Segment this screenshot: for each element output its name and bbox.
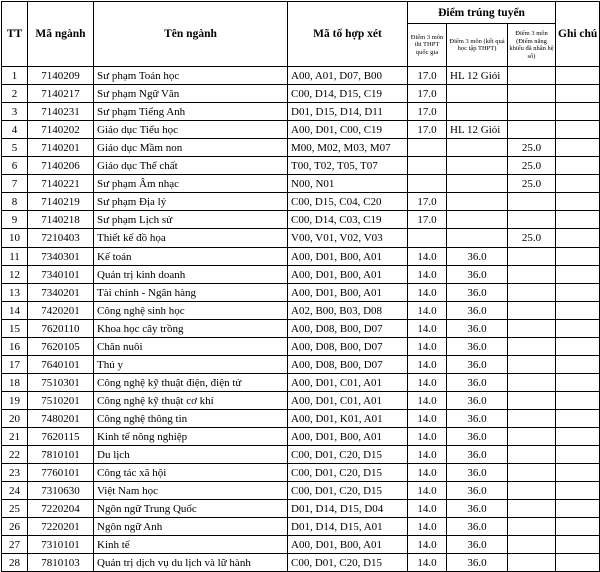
table-row xyxy=(2,229,600,248)
cell-ten-nganh: Khoa học cây trồng xyxy=(94,320,288,338)
cell-diem-thpt: 14.0 xyxy=(408,446,447,464)
cell-diem-hoc-ba: 36.0 xyxy=(447,374,508,392)
header-diem-thpt: Điểm 3 môn thi THPT quốc gia xyxy=(408,24,447,67)
cell-ghi-chu xyxy=(556,229,600,248)
cell-ma-nganh: 7310630 xyxy=(28,482,94,500)
cell-ma-nganh: 7140218 xyxy=(28,211,94,229)
cell-ma-nganh: 7140201 xyxy=(28,139,94,157)
cell-diem-nang-khieu: 25.0 xyxy=(508,157,556,175)
cell-to-hop: D01, D14, D15, D04 xyxy=(288,500,408,518)
cell-ma-nganh: 7340301 xyxy=(28,248,94,266)
cell-ten-nganh: Thiết kế đồ họa xyxy=(94,229,288,248)
header-ghi-chu: Ghi chú xyxy=(556,2,600,67)
cell-ghi-chu xyxy=(556,392,600,410)
cell-ma-nganh: 7140209 xyxy=(28,67,94,85)
cell-to-hop: A00, D01, B00, A01 xyxy=(288,266,408,284)
cell-tt: 6 xyxy=(2,157,28,175)
cell-ten-nganh: Việt Nam học xyxy=(94,482,288,500)
cell-ma-nganh: 7310101 xyxy=(28,536,94,554)
cell-diem-hoc-ba xyxy=(447,85,508,103)
cell-diem-hoc-ba: 36.0 xyxy=(447,248,508,266)
header-diem-trung-tuyen: Điểm trúng tuyển xyxy=(408,2,556,24)
cell-ten-nganh: Ngôn ngữ Anh xyxy=(94,518,288,536)
cell-tt: 21 xyxy=(2,428,28,446)
cell-diem-thpt: 17.0 xyxy=(408,85,447,103)
cell-tt: 4 xyxy=(2,121,28,139)
cell-diem-nang-khieu xyxy=(508,338,556,356)
cell-diem-nang-khieu xyxy=(508,482,556,500)
cell-ghi-chu xyxy=(556,464,600,482)
cell-ghi-chu xyxy=(556,248,600,266)
cell-ghi-chu xyxy=(556,320,600,338)
cell-ten-nganh: Công nghệ kỹ thuật điện, điện tử xyxy=(94,374,288,392)
cell-ma-nganh: 7420201 xyxy=(28,302,94,320)
cell-ten-nganh: Công nghệ sinh học xyxy=(94,302,288,320)
cell-to-hop: A00, D01, B00, A01 xyxy=(288,248,408,266)
cell-diem-thpt: 14.0 xyxy=(408,320,447,338)
cell-tt: 9 xyxy=(2,211,28,229)
table-row xyxy=(2,536,600,554)
cell-ghi-chu xyxy=(556,374,600,392)
cell-ma-nganh: 7220204 xyxy=(28,500,94,518)
table-row xyxy=(2,554,600,572)
cell-diem-hoc-ba: 36.0 xyxy=(447,266,508,284)
cell-diem-nang-khieu xyxy=(508,284,556,302)
cell-diem-hoc-ba: HL 12 Giỏi xyxy=(447,67,508,85)
cell-ten-nganh: Thú y xyxy=(94,356,288,374)
header-to-hop: Mã tổ hợp xét xyxy=(288,2,408,67)
table-row xyxy=(2,248,600,266)
cell-diem-thpt: 17.0 xyxy=(408,193,447,211)
cell-diem-nang-khieu xyxy=(508,193,556,211)
cell-diem-thpt: 17.0 xyxy=(408,121,447,139)
cell-diem-thpt: 17.0 xyxy=(408,103,447,121)
cell-ten-nganh: Du lịch xyxy=(94,446,288,464)
cell-diem-thpt: 14.0 xyxy=(408,464,447,482)
cell-tt: 1 xyxy=(2,67,28,85)
cell-diem-thpt: 14.0 xyxy=(408,266,447,284)
cell-tt: 12 xyxy=(2,266,28,284)
cell-tt: 24 xyxy=(2,482,28,500)
cell-diem-hoc-ba: HL 12 Giỏi xyxy=(447,121,508,139)
cell-ghi-chu xyxy=(556,500,600,518)
cell-diem-thpt: 14.0 xyxy=(408,374,447,392)
cell-ma-nganh: 7340201 xyxy=(28,284,94,302)
cell-tt: 8 xyxy=(2,193,28,211)
table-row xyxy=(2,464,600,482)
table-row xyxy=(2,392,600,410)
table-row xyxy=(2,374,600,392)
cell-ma-nganh: 7620110 xyxy=(28,320,94,338)
table-row xyxy=(2,103,600,121)
cell-tt: 25 xyxy=(2,500,28,518)
table-row xyxy=(2,500,600,518)
cell-diem-nang-khieu xyxy=(508,67,556,85)
cell-diem-hoc-ba: 36.0 xyxy=(447,302,508,320)
cell-diem-thpt: 14.0 xyxy=(408,248,447,266)
cell-to-hop: A00, D08, B00, D07 xyxy=(288,320,408,338)
cell-diem-nang-khieu: 25.0 xyxy=(508,139,556,157)
cell-ma-nganh: 7640101 xyxy=(28,356,94,374)
cell-ma-nganh: 7810103 xyxy=(28,554,94,572)
cell-diem-nang-khieu: 25.0 xyxy=(508,175,556,193)
cell-tt: 13 xyxy=(2,284,28,302)
table-row xyxy=(2,266,600,284)
cell-tt: 15 xyxy=(2,320,28,338)
table-row xyxy=(2,85,600,103)
cell-ten-nganh: Kế toán xyxy=(94,248,288,266)
cell-ma-nganh: 7510201 xyxy=(28,392,94,410)
cell-diem-thpt: 14.0 xyxy=(408,338,447,356)
cell-diem-nang-khieu xyxy=(508,302,556,320)
cell-diem-hoc-ba xyxy=(447,103,508,121)
table-row xyxy=(2,193,600,211)
cell-tt: 20 xyxy=(2,410,28,428)
cell-ma-nganh: 7620105 xyxy=(28,338,94,356)
table-row xyxy=(2,410,600,428)
cell-diem-hoc-ba: 36.0 xyxy=(447,446,508,464)
cell-to-hop: A02, B00, B03, D08 xyxy=(288,302,408,320)
header-diem-nang-khieu: Điểm 3 môn (Điểm năng khiếu đã nhân hệ số) xyxy=(508,24,556,67)
cell-diem-nang-khieu xyxy=(508,536,556,554)
cell-diem-thpt xyxy=(408,175,447,193)
cell-ten-nganh: Sư phạm Địa lý xyxy=(94,193,288,211)
cell-to-hop: A00, D01, B00, A01 xyxy=(288,536,408,554)
cell-ten-nganh: Sư phạm Ngữ Văn xyxy=(94,85,288,103)
cell-diem-thpt: 17.0 xyxy=(408,211,447,229)
cell-ma-nganh: 7480201 xyxy=(28,410,94,428)
cell-diem-hoc-ba xyxy=(447,211,508,229)
cell-diem-thpt: 14.0 xyxy=(408,284,447,302)
cell-ghi-chu xyxy=(556,103,600,121)
cell-diem-nang-khieu xyxy=(508,121,556,139)
cell-to-hop: A00, D01, C00, C19 xyxy=(288,121,408,139)
cell-ten-nganh: Kinh tế xyxy=(94,536,288,554)
cell-to-hop: A00, D01, K01, A01 xyxy=(288,410,408,428)
cell-tt: 10 xyxy=(2,229,28,248)
cell-ten-nganh: Sư phạm Toán học xyxy=(94,67,288,85)
cell-ma-nganh: 7810101 xyxy=(28,446,94,464)
cell-ten-nganh: Chăn nuôi xyxy=(94,338,288,356)
cell-to-hop: D01, D14, D15, A01 xyxy=(288,518,408,536)
table-row xyxy=(2,338,600,356)
cell-tt: 7 xyxy=(2,175,28,193)
cell-ten-nganh: Giáo dục Mầm non xyxy=(94,139,288,157)
cell-diem-thpt: 17.0 xyxy=(408,67,447,85)
cell-ma-nganh: 7140221 xyxy=(28,175,94,193)
cell-ma-nganh: 7340101 xyxy=(28,266,94,284)
cell-diem-nang-khieu xyxy=(508,85,556,103)
cell-diem-thpt xyxy=(408,157,447,175)
cell-diem-thpt: 14.0 xyxy=(408,536,447,554)
cell-diem-hoc-ba: 36.0 xyxy=(447,482,508,500)
cell-ghi-chu xyxy=(556,356,600,374)
cell-ghi-chu xyxy=(556,284,600,302)
table-row xyxy=(2,211,600,229)
cell-ten-nganh: Công nghệ thông tin xyxy=(94,410,288,428)
cell-tt: 16 xyxy=(2,338,28,356)
table-row xyxy=(2,67,600,85)
cell-to-hop: M00, M02, M03, M07 xyxy=(288,139,408,157)
cell-to-hop: D01, D15, D14, D11 xyxy=(288,103,408,121)
cell-diem-nang-khieu xyxy=(508,428,556,446)
cell-tt: 23 xyxy=(2,464,28,482)
cell-tt: 5 xyxy=(2,139,28,157)
cell-ghi-chu xyxy=(556,157,600,175)
header-ma-nganh: Mã ngành xyxy=(28,2,94,67)
cell-ghi-chu xyxy=(556,554,600,572)
cell-ma-nganh: 7760101 xyxy=(28,464,94,482)
cell-ma-nganh: 7140217 xyxy=(28,85,94,103)
cell-diem-hoc-ba: 36.0 xyxy=(447,464,508,482)
cell-diem-nang-khieu xyxy=(508,103,556,121)
cell-diem-hoc-ba xyxy=(447,193,508,211)
cell-to-hop: A00, D08, B00, D07 xyxy=(288,356,408,374)
cell-ten-nganh: Sư phạm Lịch sử xyxy=(94,211,288,229)
cell-tt: 18 xyxy=(2,374,28,392)
cell-tt: 27 xyxy=(2,536,28,554)
cell-to-hop: A00, A01, D07, B00 xyxy=(288,67,408,85)
cell-diem-thpt: 14.0 xyxy=(408,500,447,518)
cell-ten-nganh: Công tác xã hội xyxy=(94,464,288,482)
table-row xyxy=(2,302,600,320)
table-body xyxy=(2,67,600,572)
cell-diem-nang-khieu xyxy=(508,446,556,464)
cell-ma-nganh: 7140231 xyxy=(28,103,94,121)
table-row xyxy=(2,428,600,446)
cell-diem-thpt: 14.0 xyxy=(408,518,447,536)
cell-tt: 22 xyxy=(2,446,28,464)
cell-diem-nang-khieu xyxy=(508,554,556,572)
table-row xyxy=(2,482,600,500)
cell-ghi-chu xyxy=(556,446,600,464)
cell-diem-nang-khieu xyxy=(508,320,556,338)
cell-ghi-chu xyxy=(556,428,600,446)
cell-to-hop: C00, D15, C04, C20 xyxy=(288,193,408,211)
cell-ghi-chu xyxy=(556,482,600,500)
cell-diem-hoc-ba: 36.0 xyxy=(447,284,508,302)
cell-diem-hoc-ba: 36.0 xyxy=(447,410,508,428)
cell-to-hop: A00, D08, B00, D07 xyxy=(288,338,408,356)
table-row xyxy=(2,157,600,175)
cell-diem-hoc-ba xyxy=(447,157,508,175)
cell-to-hop: C00, D01, C20, D15 xyxy=(288,482,408,500)
cell-diem-hoc-ba: 36.0 xyxy=(447,536,508,554)
cell-ghi-chu xyxy=(556,193,600,211)
cell-diem-nang-khieu xyxy=(508,392,556,410)
cell-ghi-chu xyxy=(556,67,600,85)
cell-to-hop: C00, D01, C20, D15 xyxy=(288,554,408,572)
cell-diem-nang-khieu xyxy=(508,211,556,229)
cell-tt: 11 xyxy=(2,248,28,266)
cell-diem-hoc-ba: 36.0 xyxy=(447,518,508,536)
cell-ten-nganh: Tài chính - Ngân hàng xyxy=(94,284,288,302)
cell-ten-nganh: Giáo dục Tiểu học xyxy=(94,121,288,139)
cell-ghi-chu xyxy=(556,302,600,320)
cell-diem-nang-khieu xyxy=(508,266,556,284)
cell-diem-thpt: 14.0 xyxy=(408,554,447,572)
admission-score-table xyxy=(1,1,600,572)
cell-ghi-chu xyxy=(556,338,600,356)
cell-to-hop: C00, D14, C03, C19 xyxy=(288,211,408,229)
cell-to-hop: C00, D01, C20, D15 xyxy=(288,464,408,482)
cell-to-hop: N00, N01 xyxy=(288,175,408,193)
cell-ten-nganh: Công nghệ kỹ thuật cơ khí xyxy=(94,392,288,410)
cell-tt: 3 xyxy=(2,103,28,121)
cell-diem-nang-khieu xyxy=(508,356,556,374)
cell-ten-nganh: Kinh tế nông nghiệp xyxy=(94,428,288,446)
header-ten-nganh: Tên ngành xyxy=(94,2,288,67)
cell-ghi-chu xyxy=(556,211,600,229)
cell-diem-hoc-ba: 36.0 xyxy=(447,320,508,338)
header-diem-hoc-ba: Điểm 3 môn (kết quả học tập THPT) xyxy=(447,24,508,67)
cell-diem-hoc-ba: 36.0 xyxy=(447,356,508,374)
cell-ten-nganh: Sư phạm Tiếng Anh xyxy=(94,103,288,121)
cell-ghi-chu xyxy=(556,518,600,536)
cell-ten-nganh: Quản trị kinh doanh xyxy=(94,266,288,284)
cell-diem-hoc-ba: 36.0 xyxy=(447,338,508,356)
cell-diem-hoc-ba: 36.0 xyxy=(447,554,508,572)
cell-diem-hoc-ba xyxy=(447,175,508,193)
table-row xyxy=(2,446,600,464)
cell-tt: 14 xyxy=(2,302,28,320)
header-tt: TT xyxy=(2,2,28,67)
table-row xyxy=(2,320,600,338)
cell-diem-nang-khieu xyxy=(508,518,556,536)
cell-tt: 17 xyxy=(2,356,28,374)
table-row xyxy=(2,356,600,374)
cell-diem-nang-khieu xyxy=(508,410,556,428)
cell-ma-nganh: 7220201 xyxy=(28,518,94,536)
cell-ma-nganh: 7510301 xyxy=(28,374,94,392)
cell-ghi-chu xyxy=(556,175,600,193)
cell-diem-thpt: 14.0 xyxy=(408,392,447,410)
cell-ghi-chu xyxy=(556,266,600,284)
cell-diem-hoc-ba xyxy=(447,139,508,157)
cell-to-hop: A00, D01, C01, A01 xyxy=(288,392,408,410)
cell-to-hop: C00, D14, D15, C19 xyxy=(288,85,408,103)
cell-ma-nganh: 7140206 xyxy=(28,157,94,175)
cell-ten-nganh: Giáo dục Thể chất xyxy=(94,157,288,175)
cell-to-hop: C00, D01, C20, D15 xyxy=(288,446,408,464)
table-row xyxy=(2,139,600,157)
cell-diem-nang-khieu xyxy=(508,248,556,266)
cell-tt: 19 xyxy=(2,392,28,410)
cell-tt: 2 xyxy=(2,85,28,103)
cell-ma-nganh: 7140202 xyxy=(28,121,94,139)
cell-diem-hoc-ba: 36.0 xyxy=(447,500,508,518)
cell-diem-hoc-ba: 36.0 xyxy=(447,428,508,446)
table-row xyxy=(2,518,600,536)
cell-diem-thpt: 14.0 xyxy=(408,428,447,446)
cell-diem-thpt: 14.0 xyxy=(408,356,447,374)
table-row xyxy=(2,284,600,302)
cell-diem-nang-khieu xyxy=(508,464,556,482)
cell-diem-thpt: 14.0 xyxy=(408,302,447,320)
cell-to-hop: T00, T02, T05, T07 xyxy=(288,157,408,175)
cell-diem-thpt xyxy=(408,139,447,157)
cell-tt: 28 xyxy=(2,554,28,572)
cell-diem-thpt xyxy=(408,229,447,248)
cell-ma-nganh: 7620115 xyxy=(28,428,94,446)
table-row xyxy=(2,121,600,139)
cell-ghi-chu xyxy=(556,410,600,428)
cell-ma-nganh: 7210403 xyxy=(28,229,94,248)
cell-ten-nganh: Ngôn ngữ Trung Quốc xyxy=(94,500,288,518)
cell-to-hop: V00, V01, V02, V03 xyxy=(288,229,408,248)
cell-ma-nganh: 7140219 xyxy=(28,193,94,211)
cell-diem-nang-khieu xyxy=(508,374,556,392)
cell-ghi-chu xyxy=(556,536,600,554)
cell-diem-nang-khieu: 25.0 xyxy=(508,229,556,248)
cell-ghi-chu xyxy=(556,139,600,157)
cell-diem-thpt: 14.0 xyxy=(408,410,447,428)
cell-diem-hoc-ba: 36.0 xyxy=(447,392,508,410)
cell-diem-nang-khieu xyxy=(508,500,556,518)
cell-diem-hoc-ba xyxy=(447,229,508,248)
cell-ghi-chu xyxy=(556,85,600,103)
cell-ghi-chu xyxy=(556,121,600,139)
table-row xyxy=(2,175,600,193)
cell-tt: 26 xyxy=(2,518,28,536)
cell-to-hop: A00, D01, B00, A01 xyxy=(288,284,408,302)
cell-ten-nganh: Quản trị dịch vụ du lịch và lữ hành xyxy=(94,554,288,572)
cell-diem-thpt: 14.0 xyxy=(408,482,447,500)
cell-to-hop: A00, D01, B00, A01 xyxy=(288,428,408,446)
cell-ten-nganh: Sư phạm Âm nhạc xyxy=(94,175,288,193)
cell-to-hop: A00, D01, C01, A01 xyxy=(288,374,408,392)
